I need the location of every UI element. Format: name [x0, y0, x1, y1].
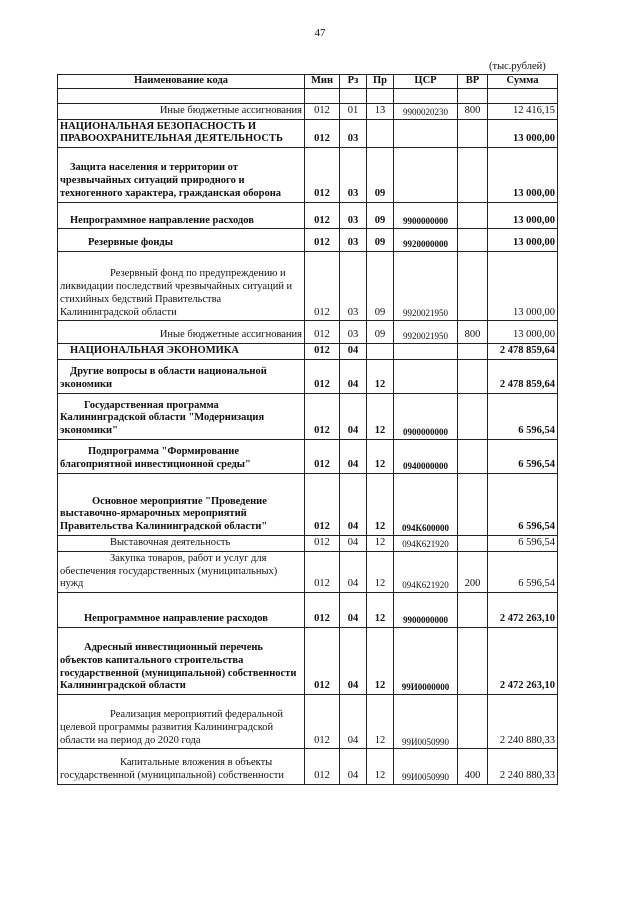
- cell-name: Капитальные вложения в объекты государственной (муниципальной) собственности: [58, 749, 305, 785]
- cell-min: 012: [305, 359, 340, 393]
- cell-pr: 12: [367, 473, 394, 535]
- table-row: [58, 252, 558, 321]
- cell-csr: [394, 148, 458, 202]
- cell-name: Непрограммное направление расходов: [58, 202, 305, 229]
- cell-min: 012: [305, 119, 340, 148]
- header-min: Мин: [305, 75, 340, 89]
- cell-name: Резервные фонды: [58, 229, 305, 252]
- cell-rz: 04: [340, 749, 367, 785]
- cell-sum: 2 240 880,33: [488, 749, 558, 785]
- cell-name: Основное мероприятие "Проведение выставочно-ярмарочных мероприятий Правительства Калининградской области": [58, 473, 305, 535]
- table-row: [58, 627, 558, 694]
- cell-vr: [458, 473, 488, 535]
- cell-pr: 09: [367, 148, 394, 202]
- cell-vr: [458, 202, 488, 229]
- cell-min: 012: [305, 551, 340, 592]
- cell-name: Выставочная деятельность: [58, 535, 305, 551]
- cell-rz: 04: [340, 535, 367, 551]
- cell-csr: 9900000000: [394, 202, 458, 229]
- cell-pr: [367, 119, 394, 148]
- cell-pr: 12: [367, 627, 394, 694]
- cell-vr: 800: [458, 103, 488, 119]
- cell-name: Непрограммное направление расходов: [58, 593, 305, 628]
- cell-sum: 2 240 880,33: [488, 695, 558, 749]
- cell-rz: 04: [340, 627, 367, 694]
- cell-vr: [458, 344, 488, 360]
- cell-csr: 99И0050990: [394, 695, 458, 749]
- table-row: [58, 695, 558, 749]
- table-row: [58, 119, 558, 148]
- table-row: [58, 103, 558, 119]
- cell-rz: 03: [340, 229, 367, 252]
- cell-min: 012: [305, 627, 340, 694]
- cell-csr: 094К600000: [394, 473, 458, 535]
- cell-pr: 12: [367, 359, 394, 393]
- cell-min: 012: [305, 321, 340, 344]
- cell-rz: 03: [340, 148, 367, 202]
- cell-rz: 03: [340, 202, 367, 229]
- cell-min: 012: [305, 593, 340, 628]
- cell-name: Государственная программа Калининградской области "Модернизация экономики": [58, 393, 305, 439]
- cell-sum: 13 000,00: [488, 119, 558, 148]
- cell-sum: 2 472 263,10: [488, 593, 558, 628]
- cell-csr: 094К621920: [394, 535, 458, 551]
- table-row: [58, 148, 558, 202]
- cell-csr: [394, 359, 458, 393]
- cell-csr: [394, 344, 458, 360]
- budget-table: [57, 74, 558, 785]
- cell-sum: 6 596,54: [488, 473, 558, 535]
- cell-csr: 9920021950: [394, 321, 458, 344]
- cell-sum: 2 478 859,64: [488, 359, 558, 393]
- cell-pr: 13: [367, 103, 394, 119]
- units-label: (тыс.рублей): [489, 61, 546, 72]
- cell-pr: 12: [367, 551, 394, 592]
- cell-name: Другие вопросы в области национальной экономики: [58, 359, 305, 393]
- cell-csr: [394, 119, 458, 148]
- cell-vr: [458, 359, 488, 393]
- cell-vr: [458, 627, 488, 694]
- cell-pr: 12: [367, 593, 394, 628]
- cell-name: Резервный фонд по предупреждению и ликвидации последствий чрезвычайных ситуаций и стихийных бедствий Правительства Калининградской области: [58, 252, 305, 321]
- cell-pr: 09: [367, 252, 394, 321]
- cell-name: Подпрограмма "Формирование благоприятной инвестиционной среды": [58, 439, 305, 473]
- cell-vr: 200: [458, 551, 488, 592]
- cell-sum: 13 000,00: [488, 148, 558, 202]
- table-header-row: [58, 75, 558, 89]
- cell-rz: 04: [340, 439, 367, 473]
- cell-sum: 2 472 263,10: [488, 627, 558, 694]
- cell-rz: 03: [340, 252, 367, 321]
- cell-min: 012: [305, 148, 340, 202]
- cell-csr: 9900000000: [394, 593, 458, 628]
- cell-rz: 04: [340, 695, 367, 749]
- cell-rz: 04: [340, 593, 367, 628]
- cell-sum: 13 000,00: [488, 229, 558, 252]
- table-row: [58, 593, 558, 628]
- cell-pr: 09: [367, 229, 394, 252]
- cell-pr: [367, 344, 394, 360]
- header-vr: ВР: [458, 75, 488, 89]
- table-row: [58, 473, 558, 535]
- cell-vr: [458, 439, 488, 473]
- header-rz: Рз: [340, 75, 367, 89]
- cell-pr: 09: [367, 202, 394, 229]
- header-sum: Сумма: [488, 75, 558, 89]
- cell-min: 012: [305, 202, 340, 229]
- cell-name: Адресный инвестиционный перечень объектов капитального строительства государственной (муниципальной) собственности Калининградской области: [58, 627, 305, 694]
- table-row: [58, 749, 558, 785]
- cell-pr: 12: [367, 439, 394, 473]
- spacer-row: [58, 88, 558, 103]
- cell-csr: 0900000000: [394, 393, 458, 439]
- header-pr: Пр: [367, 75, 394, 89]
- table-row: [58, 359, 558, 393]
- cell-csr: 9900020230: [394, 103, 458, 119]
- cell-sum: 6 596,54: [488, 439, 558, 473]
- cell-vr: [458, 119, 488, 148]
- table-row: [58, 535, 558, 551]
- cell-vr: [458, 393, 488, 439]
- cell-rz: 03: [340, 321, 367, 344]
- cell-sum: 13 000,00: [488, 252, 558, 321]
- cell-csr: 9920021950: [394, 252, 458, 321]
- cell-vr: [458, 695, 488, 749]
- table-row: [58, 439, 558, 473]
- cell-name: Иные бюджетные ассигнования: [58, 103, 305, 119]
- cell-rz: 01: [340, 103, 367, 119]
- cell-min: 012: [305, 252, 340, 321]
- cell-sum: 2 478 859,64: [488, 344, 558, 360]
- cell-sum: 6 596,54: [488, 535, 558, 551]
- cell-name: Реализация мероприятий федеральной целевой программы развития Калининградской области на период до 2020 года: [58, 695, 305, 749]
- table-row: [58, 344, 558, 360]
- table-row: [58, 551, 558, 592]
- cell-min: 012: [305, 103, 340, 119]
- table-row: [58, 393, 558, 439]
- cell-min: 012: [305, 344, 340, 360]
- cell-vr: 800: [458, 321, 488, 344]
- cell-vr: [458, 593, 488, 628]
- cell-pr: 12: [367, 695, 394, 749]
- cell-min: 012: [305, 695, 340, 749]
- table-row: [58, 229, 558, 252]
- cell-vr: [458, 252, 488, 321]
- header-csr: ЦСР: [394, 75, 458, 89]
- cell-rz: 04: [340, 359, 367, 393]
- cell-csr: 0940000000: [394, 439, 458, 473]
- cell-vr: 400: [458, 749, 488, 785]
- cell-vr: [458, 148, 488, 202]
- cell-min: 012: [305, 749, 340, 785]
- cell-sum: 6 596,54: [488, 393, 558, 439]
- cell-name: Закупка товаров, работ и услуг для обеспечения государственных (муниципальных) нужд: [58, 551, 305, 592]
- cell-csr: 99И0000000: [394, 627, 458, 694]
- cell-min: 012: [305, 535, 340, 551]
- cell-rz: 04: [340, 393, 367, 439]
- cell-rz: 04: [340, 551, 367, 592]
- table-row: [58, 321, 558, 344]
- cell-name: НАЦИОНАЛЬНАЯ ЭКОНОМИКА: [58, 344, 305, 360]
- cell-rz: 04: [340, 344, 367, 360]
- cell-vr: [458, 535, 488, 551]
- table-row: [58, 202, 558, 229]
- cell-pr: 09: [367, 321, 394, 344]
- cell-sum: 13 000,00: [488, 202, 558, 229]
- cell-rz: 04: [340, 473, 367, 535]
- cell-csr: 99И0050990: [394, 749, 458, 785]
- cell-name: Иные бюджетные ассигнования: [58, 321, 305, 344]
- cell-csr: 9920000000: [394, 229, 458, 252]
- page-number: 47: [314, 27, 326, 39]
- cell-name: НАЦИОНАЛЬНАЯ БЕЗОПАСНОСТЬ И ПРАВООХРАНИТЕЛЬНАЯ ДЕЯТЕЛЬНОСТЬ: [58, 119, 305, 148]
- cell-csr: 094К621920: [394, 551, 458, 592]
- cell-name: Защита населения и территории от чрезвычайных ситуаций природного и техногенного характера, гражданская оборона: [58, 148, 305, 202]
- cell-min: 012: [305, 439, 340, 473]
- cell-min: 012: [305, 473, 340, 535]
- header-name: Наименование кода: [58, 75, 305, 89]
- cell-pr: 12: [367, 393, 394, 439]
- cell-sum: 6 596,54: [488, 551, 558, 592]
- cell-sum: 13 000,00: [488, 321, 558, 344]
- cell-sum: 12 416,15: [488, 103, 558, 119]
- cell-min: 012: [305, 229, 340, 252]
- cell-vr: [458, 229, 488, 252]
- cell-rz: 03: [340, 119, 367, 148]
- cell-pr: 12: [367, 749, 394, 785]
- cell-min: 012: [305, 393, 340, 439]
- cell-pr: 12: [367, 535, 394, 551]
